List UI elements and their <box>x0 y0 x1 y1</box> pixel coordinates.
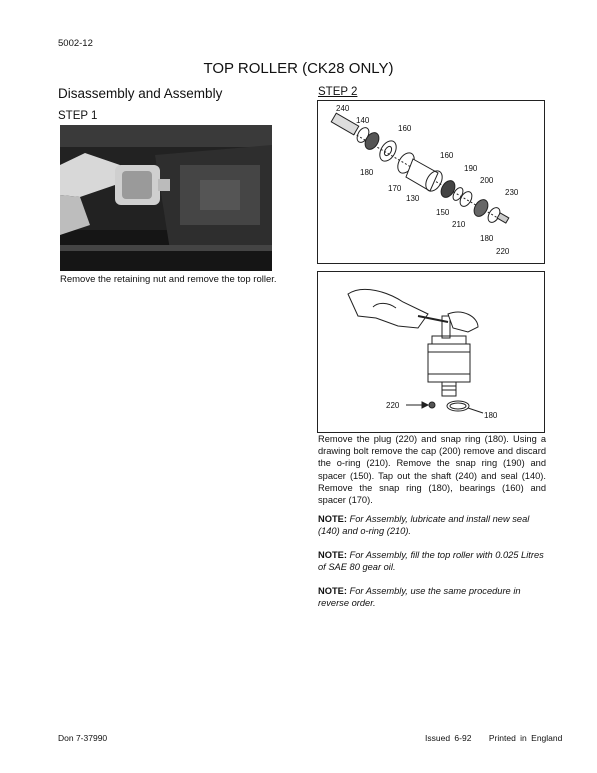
part-label: 240 <box>336 104 350 113</box>
note <box>318 513 546 537</box>
step1-photo <box>60 125 272 271</box>
step1-label: STEP 1 <box>58 110 98 122</box>
footer-printed: Printed in England <box>488 733 563 743</box>
exploded-view-diagram <box>317 100 545 264</box>
removal-detail-diagram <box>317 271 545 433</box>
footer-doc-number: Don 7-37990 <box>58 733 108 743</box>
part-label: 180 <box>484 411 498 420</box>
part-label: 150 <box>436 208 450 217</box>
note-label: NOTE: <box>318 586 347 596</box>
note-label: NOTE: <box>318 514 347 524</box>
part-label: 180 <box>480 234 494 243</box>
note <box>318 549 546 573</box>
part-label: 160 <box>398 124 412 133</box>
part-label: 170 <box>388 184 402 193</box>
part-label: 140 <box>356 116 370 125</box>
part-label: 160 <box>440 151 454 160</box>
step2-label: STEP 2 <box>318 86 358 98</box>
note <box>318 585 546 609</box>
note-label: NOTE: <box>318 550 347 560</box>
page-title: TOP ROLLER (CK28 ONLY) <box>203 60 394 77</box>
step1-caption: Remove the retaining nut and remove the top roller. <box>60 274 277 285</box>
part-label: 220 <box>386 401 400 410</box>
note-text: For Assembly, fill the top roller with 0.025 Litres of SAE 80 gear oil. <box>318 550 544 573</box>
part-label: 200 <box>480 176 494 185</box>
part-label: 130 <box>406 194 420 203</box>
section-heading: Disassembly and Assembly <box>58 86 223 101</box>
page-code: 5002-12 <box>58 38 93 49</box>
part-label: 180 <box>360 168 374 177</box>
part-label: 190 <box>464 164 478 173</box>
footer-issued: Issued 6-92 <box>425 733 472 743</box>
part-label: 220 <box>496 247 510 256</box>
note-text: For Assembly, lubricate and install new seal (140) and o-ring (210). <box>318 514 530 537</box>
part-label: 210 <box>452 220 466 229</box>
footer-issue <box>425 733 562 743</box>
step2-instructions: Remove the plug (220) and snap ring (180). Using a drawing bolt remove the cap (200) remove and discard the o-ring (210). Remove the snap ring (190) and spacer (150). Tap out the shaft (240) and seal (140). Remove the snap ring (180), bearings (160) and spacer (170). <box>318 434 546 506</box>
part-label: 230 <box>505 188 519 197</box>
note-text: For Assembly, use the same procedure in reverse order. <box>318 586 521 609</box>
